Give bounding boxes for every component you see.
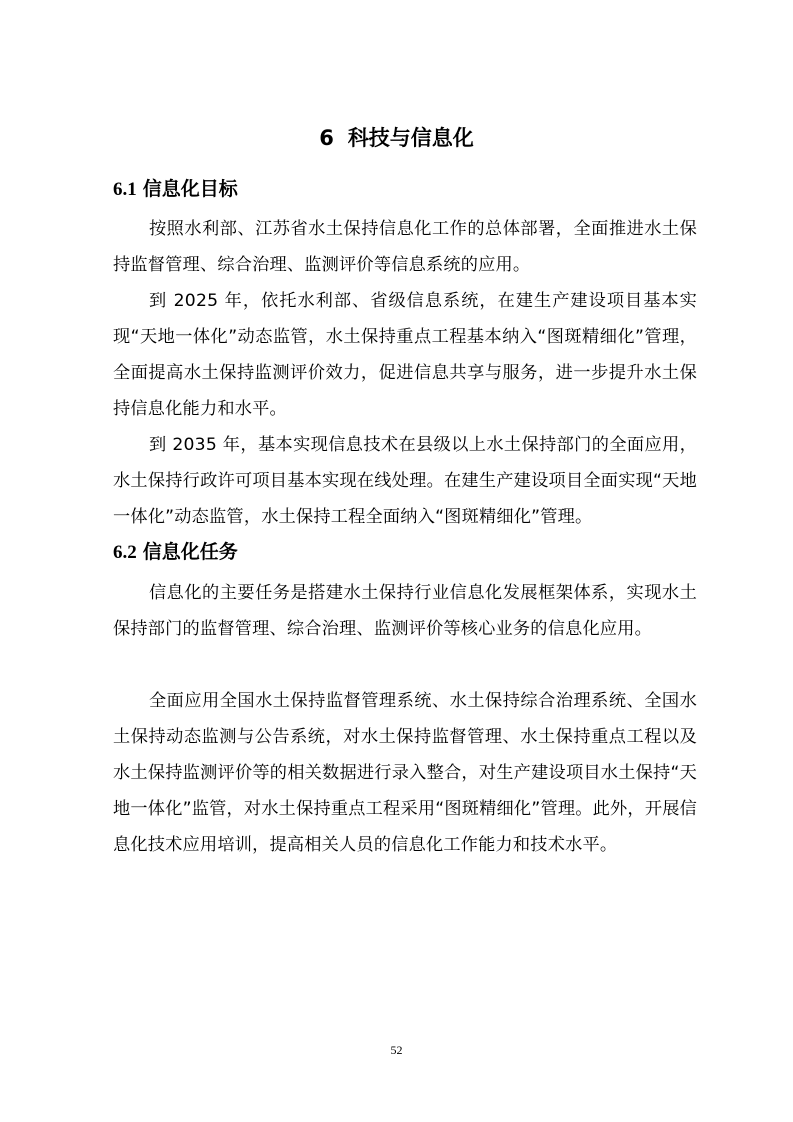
paragraph: 按照水利部、江苏省水土保持信息化工作的总体部署，全面推进水土保持监督管理、综合治理、监测评价等信息系统的应用。	[113, 219, 697, 275]
paragraph: 到 2025 年，依托水利部、省级信息系统，在建生产建设项目基本实现“天地一体化”动态监管，水土保持重点工程基本纳入“图斑精细化”管理，全面提高水土保持监测评价效力，促进信息共享与服务，进一步提升水土保持信息化能力和水平。	[113, 291, 697, 419]
page-number: 52	[390, 1043, 403, 1057]
section-heading-6-2	[113, 537, 238, 568]
section-title: 信息化任务	[142, 541, 238, 563]
section-heading-6-1	[113, 174, 238, 205]
section-number: 6.2	[113, 542, 137, 563]
chapter-number: 6	[319, 126, 334, 150]
chapter-title	[0, 122, 793, 154]
section-number: 6.1	[113, 179, 137, 200]
paragraph: 全面应用全国水土保持监督管理系统、水土保持综合治理系统、全国水土保持动态监测与公告系统，对水土保持监督管理、水土保持重点工程以及水土保持监测评价等的相关数据进行录入整合，对生产建设项目水土保持“天地一体化”监管，对水土保持重点工程采用“图斑精细化”管理。此外，开展信息化技术应用培训，提高相关人员的信息化工作能力和技术水平。	[113, 691, 697, 855]
paragraph: 信息化的主要任务是搭建水土保持行业信息化发展框架体系，实现水土保持部门的监督管理、综合治理、监测评价等核心业务的信息化应用。	[113, 583, 697, 639]
section-title: 信息化目标	[142, 178, 238, 200]
paragraph: 到 2035 年，基本实现信息技术在县级以上水土保持部门的全面应用，水土保持行政许可项目基本实现在线处理。在建生产建设项目全面实现“天地一体化”动态监管，水土保持工程全面纳入“图斑精细化”管理。	[113, 435, 697, 527]
chapter-title-text: 科技与信息化	[347, 126, 474, 150]
